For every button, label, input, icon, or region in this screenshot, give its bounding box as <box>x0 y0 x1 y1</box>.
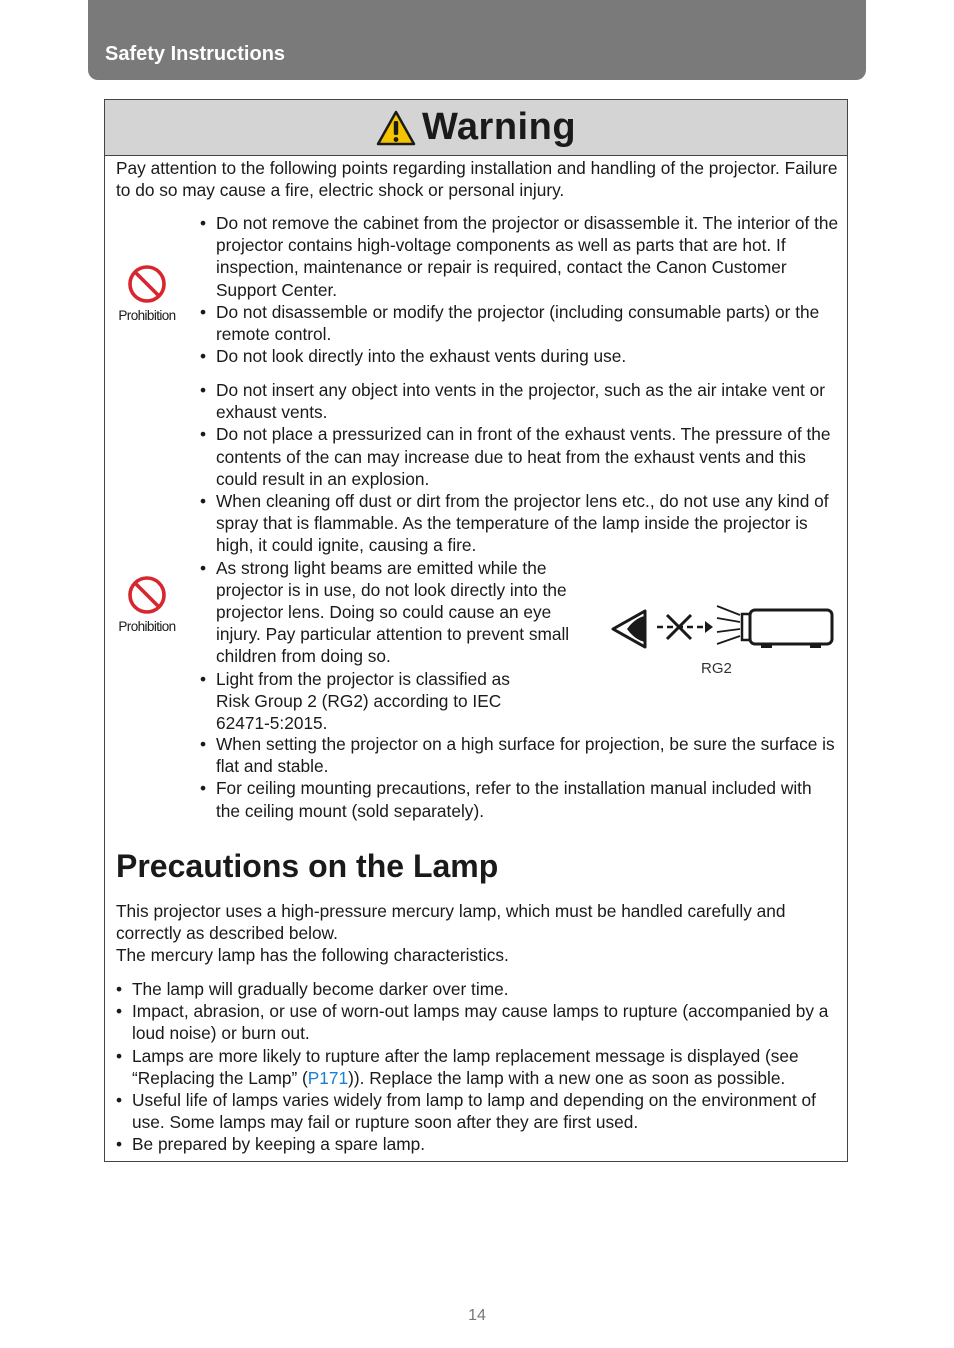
list-item: • When setting the projector on a high surface for projection, be sure the surface is flat and stable. <box>195 733 840 777</box>
page-number: 14 <box>468 1307 486 1324</box>
warning-list-3 <box>195 733 840 822</box>
warning-list-1 <box>195 212 840 367</box>
warning-title: Warning <box>421 106 577 148</box>
prohibition-icon <box>126 574 168 616</box>
list-item: • Do not look directly into the exhaust vents during use. <box>195 345 840 367</box>
list-item: • As strong light beams are emitted while the projector is in use, do not look directly into the projector lens. Doing so could cause an eye injury. Pay particular attention to prevent small children from doing so. <box>195 557 576 668</box>
list-item: • Do not insert any object into vents in the projector, such as the air intake vent or exhaust vents. <box>195 379 840 423</box>
warning-triangle-icon <box>376 110 416 146</box>
list-item: • Light from the projector is classified as Risk Group 2 (RG2) according to IEC 62471-5:2015. <box>195 668 536 735</box>
warning-header <box>105 100 847 156</box>
rg2-figure-label: RG2 <box>701 660 732 677</box>
list-item: • Do not place a pressurized can in front of the exhaust vents. The pressure of the contents of the can may increase due to heat from the exhaust vents and this could result in an explosion. <box>195 423 840 490</box>
list-item: • Be prepared by keeping a spare lamp. <box>111 1133 841 1155</box>
prohibition-symbol-2 <box>111 574 183 634</box>
lamp-intro-paragraph: This projector uses a high-pressure mercury lamp, which must be handled carefully and correctly as described below. <box>116 901 786 944</box>
list-item: • Impact, abrasion, or use of worn-out lamps may cause lamps to rupture (accompanied by a loud noise) or burn out. <box>111 1000 841 1044</box>
lamp-intro <box>116 900 841 967</box>
prohibition-label: Prohibition <box>118 619 176 634</box>
lamp-characteristics-list <box>111 978 841 1156</box>
list-item: • For ceiling mounting precautions, refer to the installation manual included with the ceiling mount (sold separately). <box>195 777 840 821</box>
section-title: Safety Instructions <box>105 43 286 65</box>
prohibition-icon <box>126 263 168 305</box>
warning-box <box>104 99 848 1162</box>
list-item: • Do not disassemble or modify the projector (including consumable parts) or the remote control. <box>195 301 840 345</box>
list-item-text: Lamps are more likely to rupture after the lamp replacement message is displayed (see “Replacing the Lamp” ( <box>132 1045 799 1088</box>
lamp-section-title: Precautions on the Lamp <box>116 848 499 884</box>
lamp-intro-paragraph: The mercury lamp has the following characteristics. <box>116 945 509 966</box>
prohibition-label: Prohibition <box>118 308 176 323</box>
list-item: • The lamp will gradually become darker over time. <box>111 978 841 1000</box>
section-header-bar <box>88 0 866 80</box>
list-item: • When cleaning off dust or dirt from the projector lens etc., do not use any kind of spray that is flammable. As the temperature of the lamp inside the projector is high, it could ignite, causing a fire. <box>195 490 840 557</box>
list-item: • Do not remove the cabinet from the projector or disassemble it. The interior of the projector contains high-voltage components as well as parts that are hot. If inspection, maintenance or repair is required, contact the Canon Customer Support Center. <box>195 212 840 301</box>
warning-intro: Pay attention to the following points regarding installation and handling of the projector. Failure to do so may cause a fire, electric shock or personal injury. <box>116 158 838 201</box>
list-item <box>111 1045 841 1089</box>
prohibition-symbol-1 <box>111 263 183 323</box>
page-link-p171[interactable]: P171 <box>307 1067 349 1088</box>
list-item: • Useful life of lamps varies widely from lamp to lamp and depending on the environment of use. Some lamps may fail or rupture soon after they are first used. <box>111 1089 841 1133</box>
list-item-text: )). Replace the lamp with a new one as soon as possible. <box>348 1067 786 1088</box>
